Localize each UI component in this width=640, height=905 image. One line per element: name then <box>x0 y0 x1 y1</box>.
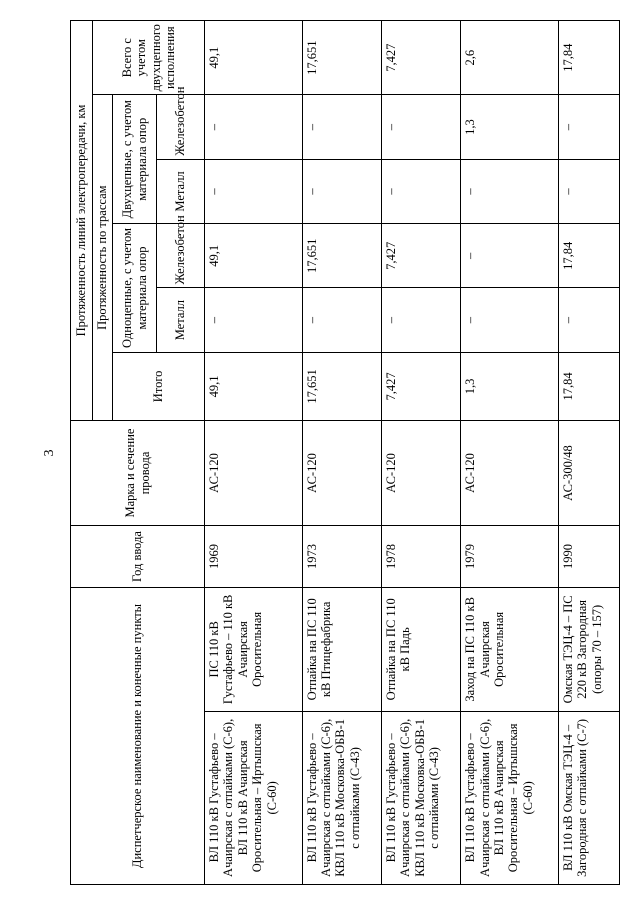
total-cell: 7,427 <box>381 352 460 420</box>
year-cell: 1990 <box>558 526 619 588</box>
table-row <box>461 21 559 885</box>
double-concrete-cell: 1,3 <box>461 95 559 159</box>
double-metal-cell: – <box>558 159 619 223</box>
header-single-concrete: Железобетон <box>157 224 205 288</box>
single-metal-cell: – <box>558 288 619 352</box>
total-cell: 17,84 <box>558 352 619 420</box>
header-total-double: Всего с учетом двухцепного исполнения <box>93 21 205 95</box>
end-point: Заход на ПС 110 кВ Ачаирская Оросительная <box>461 587 559 711</box>
double-metal-cell: – <box>461 159 559 223</box>
single-metal-cell: – <box>205 288 303 352</box>
table-row <box>558 21 619 885</box>
rotated-table-container <box>70 20 620 885</box>
double-metal-cell: – <box>205 159 303 223</box>
year-cell: 1979 <box>461 526 559 588</box>
table-row <box>381 21 460 885</box>
total-cell: 17,651 <box>302 352 381 420</box>
wire-cell: АС-300/48 <box>558 420 619 525</box>
end-point: Отпайка на ПС 110 кВ Птицефабрика <box>302 587 381 711</box>
double-concrete-cell: – <box>302 95 381 159</box>
total-double-cell: 17,84 <box>558 21 619 95</box>
single-metal-cell: – <box>461 288 559 352</box>
header-name: Диспетчерское наименование и конечные пункты <box>71 587 205 884</box>
header-route-group: Протяженность по трассам <box>93 95 113 421</box>
header-single-metal: Металл <box>157 288 205 352</box>
table-row <box>205 21 303 885</box>
total-cell: 1,3 <box>461 352 559 420</box>
year-cell: 1969 <box>205 526 303 588</box>
header-wire: Марка и сечение провода <box>71 420 205 525</box>
header-year: Год ввода <box>71 526 205 588</box>
single-metal-cell: – <box>302 288 381 352</box>
single-concrete-cell: 17,651 <box>302 224 381 288</box>
single-metal-cell: – <box>381 288 460 352</box>
total-cell: 49,1 <box>205 352 303 420</box>
end-point: Омская ТЭЦ-4 – ПС 220 кВ Загородная (опоры 70 – 157) <box>558 587 619 711</box>
line-name: ВЛ 110 кВ Густафьево – Ачаирская с отпайками (С-6), КВЛ 110 кВ Московка-ОБВ-1 с отпайками (С-43) <box>381 711 460 884</box>
power-lines-table <box>70 20 620 885</box>
single-concrete-cell: 17,84 <box>558 224 619 288</box>
double-concrete-cell: – <box>381 95 460 159</box>
header-total: Итого <box>113 352 205 420</box>
table-row <box>302 21 381 885</box>
header-double: Двухцепные, с учетом материала опор <box>113 95 157 224</box>
header-single: Одноцепные, с учетом материала опор <box>113 224 157 353</box>
total-double-cell: 2,6 <box>461 21 559 95</box>
total-double-cell: 17,651 <box>302 21 381 95</box>
line-name: ВЛ 110 кВ Густафьево – Ачаирская с отпайками (С-6), КВЛ 110 кВ Московка-ОБВ-1 с отпайками (С-43) <box>302 711 381 884</box>
year-cell: 1978 <box>381 526 460 588</box>
line-name: ВЛ 110 кВ Густафьево – Ачаирская с отпайками (С-6), ВЛ 110 кВ Ачаирская Оросительная – Иртышская (С-60) <box>205 711 303 884</box>
single-concrete-cell: – <box>461 224 559 288</box>
header-length-group: Протяженность линий электропередачи, км <box>71 21 93 421</box>
end-point: Отпайка на ПС 110 кВ Падь <box>381 587 460 711</box>
header-double-concrete: Железобетон <box>157 95 205 159</box>
wire-cell: АС-120 <box>461 420 559 525</box>
double-metal-cell: – <box>302 159 381 223</box>
header-double-metal: Металл <box>157 159 205 223</box>
wire-cell: АС-120 <box>381 420 460 525</box>
wire-cell: АС-120 <box>205 420 303 525</box>
wire-cell: АС-120 <box>302 420 381 525</box>
line-name: ВЛ 110 кВ Густафьево – Ачаирская с отпайками (С-6), ВЛ 110 кВ Ачаирская Оросительная – Иртышская (С-60) <box>461 711 559 884</box>
single-concrete-cell: 7,427 <box>381 224 460 288</box>
single-concrete-cell: 49,1 <box>205 224 303 288</box>
total-double-cell: 49,1 <box>205 21 303 95</box>
end-point: ПС 110 кВ Густафьево – 110 кВ Ачаирская Оросительная <box>205 587 303 711</box>
total-double-cell: 7,427 <box>381 21 460 95</box>
year-cell: 1973 <box>302 526 381 588</box>
double-concrete-cell: – <box>205 95 303 159</box>
page-number: 3 <box>42 449 57 457</box>
double-metal-cell: – <box>381 159 460 223</box>
line-name: ВЛ 110 кВ Омская ТЭЦ-4 – Загородная с отпайками (С-7) <box>558 711 619 884</box>
double-concrete-cell: – <box>558 95 619 159</box>
